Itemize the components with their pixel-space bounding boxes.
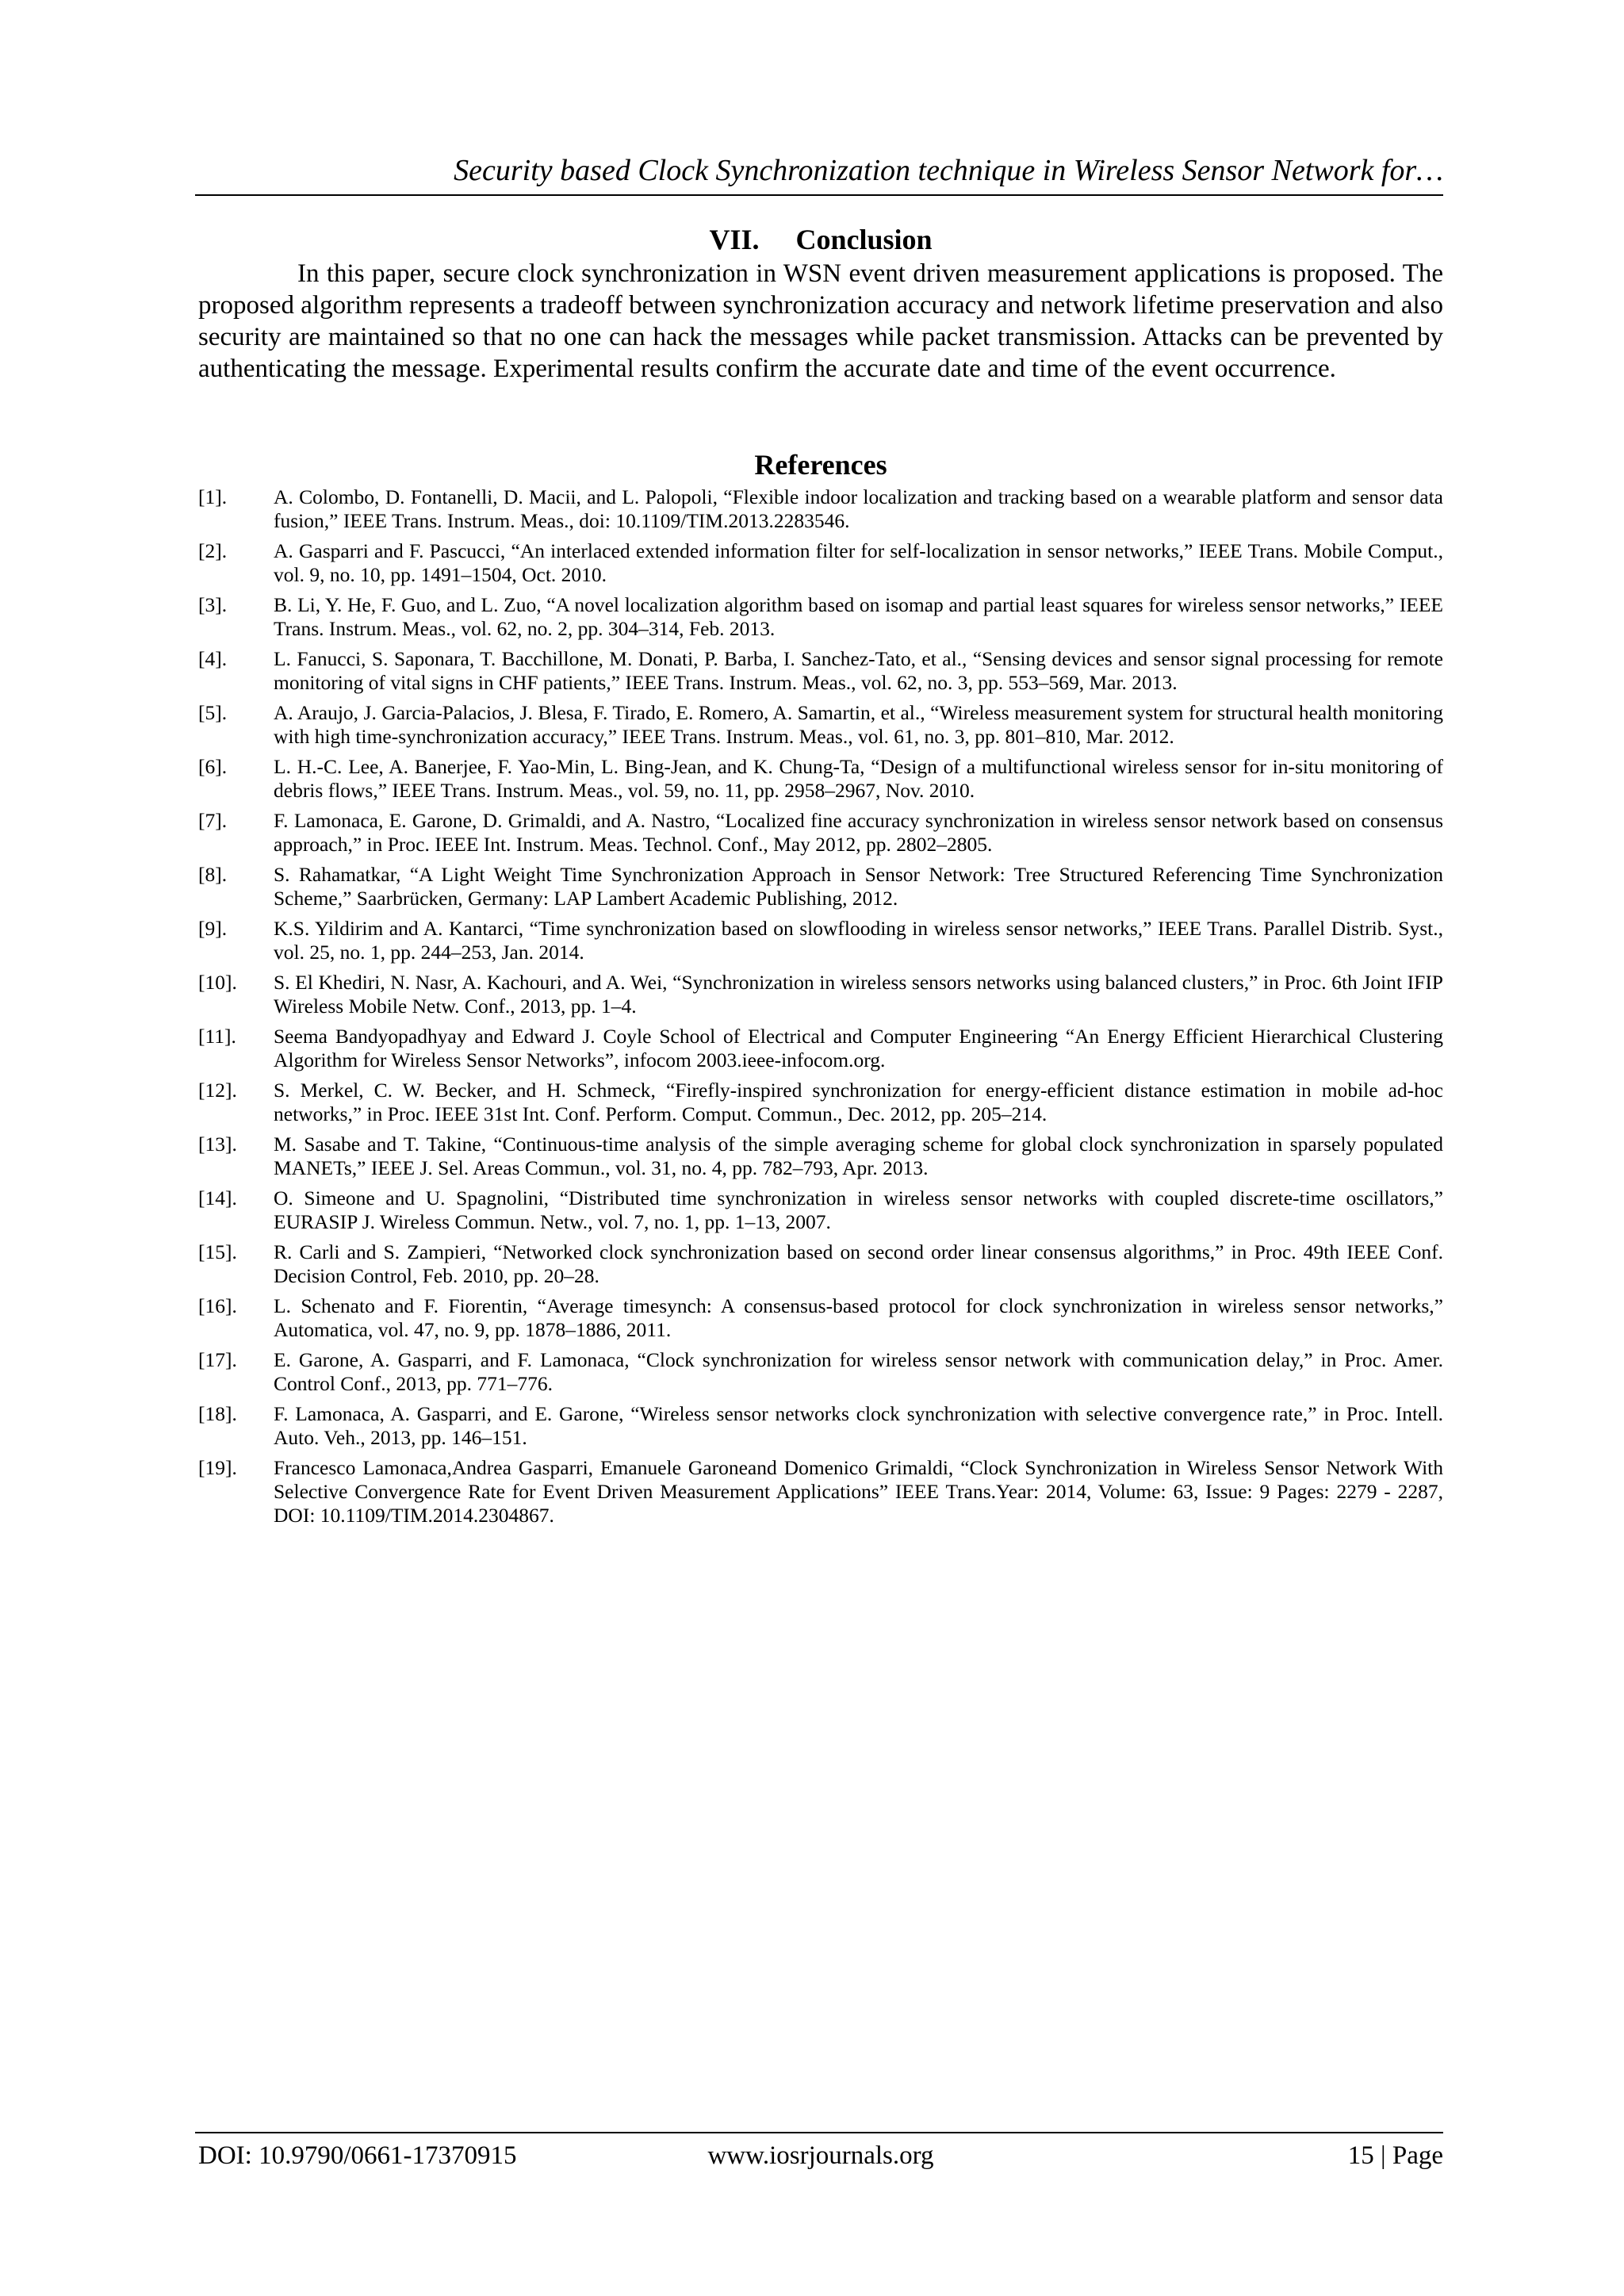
reference-number: [13].: [198, 1133, 237, 1156]
reference-text: M. Sasabe and T. Takine, “Continuous-time analysis of the simple averaging scheme for global clock synchronization in sparsely populated MANETs,” IEEE J. Sel. Areas Commun., vol. 31, no. 4, pp. 782–793, Apr. 2013.: [274, 1133, 1443, 1179]
reference-item: [198, 1294, 1443, 1342]
reference-item: [198, 539, 1443, 587]
reference-number: [9].: [198, 917, 228, 940]
reference-number: [8].: [198, 863, 228, 886]
reference-number: [14].: [198, 1186, 237, 1209]
reference-number: [7].: [198, 809, 228, 832]
reference-text: B. Li, Y. He, F. Guo, and L. Zuo, “A novel localization algorithm based on isomap and partial least squares for wireless sensor networks,” IEEE Trans. Instrum. Meas., vol. 62, no. 2, pp. 304–314, Feb. 2013.: [274, 593, 1443, 640]
reference-text: S. Rahamatkar, “A Light Weight Time Synchronization Approach in Sensor Network: Tree Structured Referencing Time Synchronization Scheme,” Saarbrücken, Germany: LAP Lambert Academic Publishing, 2012.: [274, 863, 1443, 910]
reference-item: [198, 647, 1443, 695]
reference-list: [198, 485, 1443, 1534]
footer-rule: [195, 2132, 1443, 2133]
reference-text: A. Colombo, D. Fontanelli, D. Macii, and L. Palopoli, “Flexible indoor localization and tracking based on a wearable platform and sensor data fusion,” IEEE Trans. Instrum. Meas., doi: 10.1109/TIM.2013.2283546.: [274, 485, 1443, 532]
reference-item: [198, 863, 1443, 910]
reference-text: A. Gasparri and F. Pascucci, “An interlaced extended information filter for self-localization in sensor networks,” IEEE Trans. Mobile Comput., vol. 9, no. 10, pp. 1491–1504, Oct. 2010.: [274, 539, 1443, 586]
reference-item: [198, 1186, 1443, 1234]
reference-item: [198, 1079, 1443, 1126]
reference-number: [15].: [198, 1240, 237, 1263]
reference-item: [198, 917, 1443, 964]
reference-item: [198, 1025, 1443, 1072]
conclusion-paragraph: In this paper, secure clock synchronization in WSN event driven measurement applications is proposed. The proposed algorithm represents a tradeoff between synchronization accuracy and network lifetime preservation and also security are maintained so that no one can hack the messages while packet transmission. Attacks can be prevented by authenticating the message. Experimental results confirm the accurate date and time of the event occurrence.: [198, 259, 1443, 383]
reference-number: [3].: [198, 593, 228, 616]
reference-text: L. Fanucci, S. Saponara, T. Bacchillone, M. Donati, P. Barba, I. Sanchez-Tato, et al., “Sensing devices and sensor signal processing for remote monitoring of vital signs in CHF patients,” IEEE Trans. Instrum. Meas., vol. 62, no. 3, pp. 553–569, Mar. 2013.: [274, 647, 1443, 694]
reference-text: Francesco Lamonaca,Andrea Gasparri, Emanuele Garoneand Domenico Grimaldi, “Clock Synchronization in Wireless Sensor Network With Selective Convergence Rate for Event Driven Measurement Applications” IEEE Trans.Year: 2014, Volume: 63, Issue: 9 Pages: 2279 - 2287, DOI: 10.1109/TIM.2014.2304867.: [274, 1456, 1443, 1527]
reference-number: [10].: [198, 971, 237, 994]
running-header-title: Security based Clock Synchronization technique in Wireless Sensor Network for…: [454, 154, 1443, 187]
reference-item: [198, 755, 1443, 803]
reference-number: [2].: [198, 539, 228, 562]
header-rule: [195, 194, 1443, 196]
reference-item: [198, 1402, 1443, 1450]
reference-number: [6].: [198, 755, 228, 778]
reference-text: E. Garone, A. Gasparri, and F. Lamonaca, “Clock synchronization for wireless sensor network with communication delay,” in Proc. Amer. Control Conf., 2013, pp. 771–776.: [274, 1348, 1443, 1395]
reference-text: R. Carli and S. Zampieri, “Networked clock synchronization based on second order linear consensus algorithms,” in Proc. 49th IEEE Conf. Decision Control, Feb. 2010, pp. 20–28.: [274, 1240, 1443, 1287]
reference-text: K.S. Yildirim and A. Kantarci, “Time synchronization based on slowflooding in wireless sensor networks,” IEEE Trans. Parallel Distrib. Syst., vol. 25, no. 1, pp. 244–253, Jan. 2014.: [274, 917, 1443, 964]
reference-number: [1].: [198, 485, 228, 508]
reference-number: [16].: [198, 1294, 237, 1317]
reference-item: [198, 809, 1443, 857]
reference-text: L. H.-C. Lee, A. Banerjee, F. Yao-Min, L. Bing-Jean, and K. Chung-Ta, “Design of a multifunctional wireless sensor for in-situ monitoring of debris flows,” IEEE Trans. Instrum. Meas., vol. 59, no. 11, pp. 2958–2967, Nov. 2010.: [274, 755, 1443, 802]
reference-item: [198, 593, 1443, 641]
conclusion-heading: [198, 222, 1443, 257]
reference-item: [198, 1348, 1443, 1396]
footer-page-number: 15 | Page: [1347, 2141, 1443, 2170]
reference-text: Seema Bandyopadhyay and Edward J. Coyle School of Electrical and Computer Engineering “An Energy Efficient Hierarchical Clustering Algorithm for Wireless Sensor Networks”, infocom 2003.ieee-infocom.org.: [274, 1025, 1443, 1071]
reference-number: [11].: [198, 1025, 236, 1048]
reference-number: [18].: [198, 1402, 237, 1425]
reference-number: [17].: [198, 1348, 237, 1371]
reference-number: [4].: [198, 647, 228, 670]
reference-number: [12].: [198, 1079, 237, 1102]
references-heading: References: [754, 449, 887, 481]
reference-item: [198, 1133, 1443, 1180]
reference-text: F. Lamonaca, E. Garone, D. Grimaldi, and A. Nastro, “Localized fine accuracy synchronization in wireless sensor network based on consensus approach,” in Proc. IEEE Int. Instrum. Meas. Technol. Conf., May 2012, pp. 2802–2805.: [274, 809, 1443, 856]
reference-item: [198, 1240, 1443, 1288]
reference-item: [198, 971, 1443, 1018]
reference-text: A. Araujo, J. Garcia-Palacios, J. Blesa, F. Tirado, E. Romero, A. Samartin, et al., “Wireless measurement system for structural health monitoring with high time-synchronization accuracy,” IEEE Trans. Instrum. Meas., vol. 61, no. 3, pp. 801–810, Mar. 2012.: [274, 701, 1443, 748]
reference-text: F. Lamonaca, A. Gasparri, and E. Garone, “Wireless sensor networks clock synchronization with selective convergence rate,” in Proc. Intell. Auto. Veh., 2013, pp. 146–151.: [274, 1402, 1443, 1449]
reference-item: [198, 701, 1443, 749]
reference-number: [19].: [198, 1456, 237, 1479]
reference-number: [5].: [198, 701, 228, 724]
reference-text: O. Simeone and U. Spagnolini, “Distributed time synchronization in wireless sensor networks with coupled discrete-time oscillators,” EURASIP J. Wireless Commun. Netw., vol. 7, no. 1, pp. 1–13, 2007.: [274, 1186, 1443, 1233]
reference-text: S. Merkel, C. W. Becker, and H. Schmeck, “Firefly-inspired synchronization for energy-efficient distance estimation in mobile ad-hoc networks,” in Proc. IEEE 31st Int. Conf. Perform. Comput. Commun., Dec. 2012, pp. 205–214.: [274, 1079, 1443, 1125]
section-number: VII.: [709, 224, 760, 255]
footer-doi: DOI: 10.9790/0661-17370915: [198, 2141, 517, 2170]
footer-website: www.iosrjournals.org: [707, 2141, 934, 2170]
reference-item: [198, 485, 1443, 533]
reference-item: [198, 1456, 1443, 1527]
section-title: Conclusion: [795, 224, 933, 255]
reference-text: L. Schenato and F. Fiorentin, “Average timesynch: A consensus-based protocol for clock synchronization in wireless sensor networks,” Automatica, vol. 47, no. 9, pp. 1878–1886, 2011.: [274, 1294, 1443, 1341]
reference-text: S. El Khediri, N. Nasr, A. Kachouri, and A. Wei, “Synchronization in wireless sensors networks using balanced clusters,” in Proc. 6th Joint IFIP Wireless Mobile Netw. Conf., 2013, pp. 1–4.: [274, 971, 1443, 1018]
